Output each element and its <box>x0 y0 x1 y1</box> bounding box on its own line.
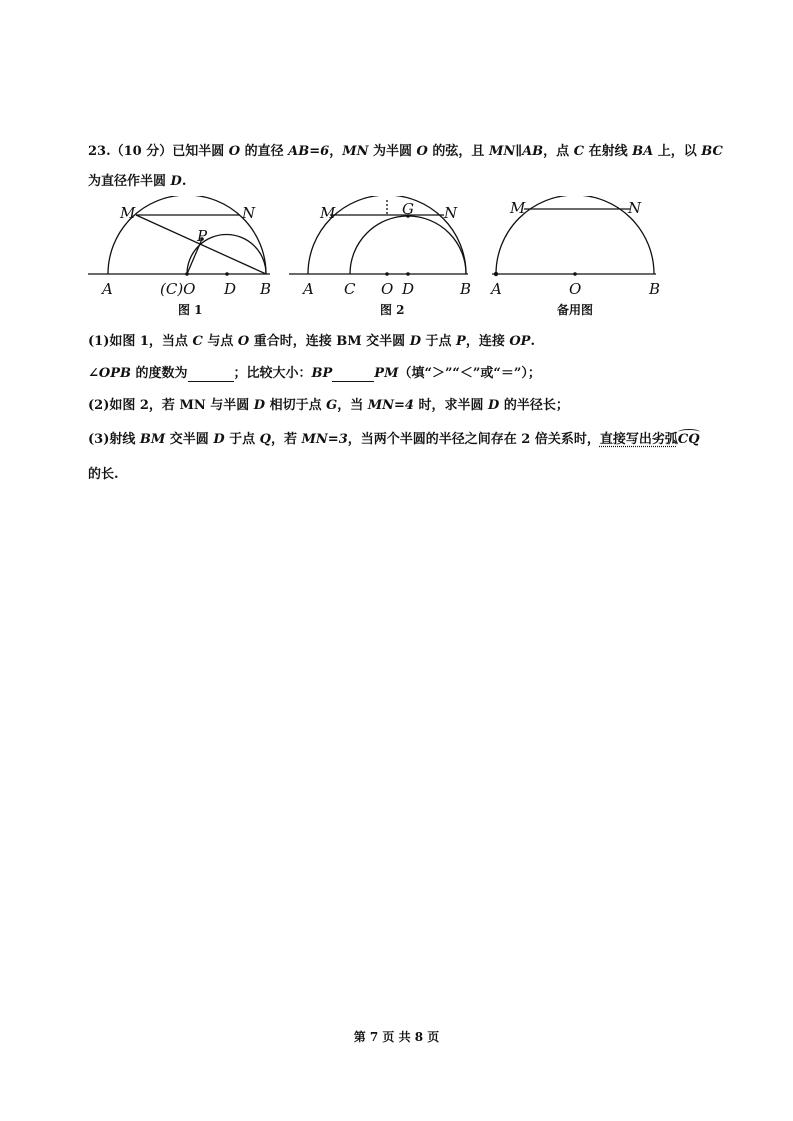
fig1-label-p: P <box>197 227 208 245</box>
part1-text: 与点 <box>202 334 238 349</box>
answer-blank-angle[interactable] <box>188 366 234 382</box>
math-expr: AB=6 <box>288 144 330 159</box>
part2-text: 时，求半圆 <box>413 398 489 413</box>
fig2-label-m: M <box>320 204 336 222</box>
math-var: MN <box>342 144 369 159</box>
part1-line1 <box>88 330 535 349</box>
part1-text: ，连接 <box>465 334 510 349</box>
part1-text: 的度数为 <box>130 366 188 381</box>
fig2-label-n: N <box>444 204 458 222</box>
stem-text: ， <box>329 144 343 159</box>
stem-text: 为半圆 <box>368 144 417 159</box>
page-footer: 第 7 页 共 8 页 <box>353 1030 440 1044</box>
math-var: D <box>213 432 225 447</box>
fig1-label-d: D <box>224 280 237 298</box>
math-var: BA <box>632 144 654 159</box>
fig1-label-n: N <box>242 204 256 222</box>
fig1-caption: 图 1 <box>178 303 203 317</box>
part3-text: (3)射线 <box>88 432 140 447</box>
fig1-label-co: (C)O <box>160 280 196 298</box>
part1-text: . <box>530 334 535 349</box>
math-expr: MN=3 <box>301 432 348 447</box>
part2-line <box>88 394 569 413</box>
fig1-label-m: M <box>120 204 136 222</box>
part1-text: 于点 <box>420 334 457 349</box>
math-var: O <box>237 334 250 349</box>
stem-text: 为直径作半圆 <box>88 174 171 189</box>
stem-text: 在射线 <box>584 144 633 159</box>
fig3-point-a <box>494 272 498 276</box>
fig1-point-o <box>185 272 189 276</box>
stem-text: 的弦，且 <box>427 144 489 159</box>
fig1-label-a: A <box>102 280 113 298</box>
math-var: D <box>170 174 182 189</box>
fig3-label-o: O <box>569 280 582 298</box>
math-var: BM <box>139 432 166 447</box>
part3-text: 的长. <box>88 467 119 482</box>
stem-text: 的直径 <box>240 144 289 159</box>
math-expr: MN=4 <box>367 398 414 413</box>
fig3-label-b: B <box>649 280 661 298</box>
fig3-caption: 备用图 <box>557 303 594 317</box>
problem-points: （10 分） <box>110 144 173 159</box>
part3-emphasis-text: 直接写出劣弧 <box>599 432 678 447</box>
fig2-label-g: G <box>402 200 414 218</box>
fig2-caption: 图 2 <box>380 303 405 317</box>
fig2-label-c: C <box>344 280 356 298</box>
arc-cq: CQ <box>677 432 700 447</box>
math-var: C <box>573 144 585 159</box>
problem-number: 23. <box>88 144 111 159</box>
math-var: C <box>192 334 203 349</box>
part1-text: ；比较大小： <box>233 366 312 381</box>
math-var: BP <box>311 366 333 381</box>
part3-text: 于点 <box>224 432 260 447</box>
part3-text: ，当两个半圆的半径之间存在 2 倍关系时， <box>347 432 600 447</box>
fig3-point-o <box>573 272 577 276</box>
part2-text: 相切于点 <box>265 398 327 413</box>
math-var: PM <box>374 366 399 381</box>
math-expr: MN∥AB <box>488 144 544 159</box>
fig2-label-a: A <box>303 280 314 298</box>
math-var: P <box>456 334 466 349</box>
part2-text: ，当 <box>337 398 368 413</box>
stem-text: 已知半圆 <box>172 144 229 159</box>
fig3-label-n: N <box>628 199 642 217</box>
part3-line2 <box>88 463 119 482</box>
fig2-point-o <box>385 272 389 276</box>
figures-area <box>84 196 676 326</box>
math-var: O <box>416 144 428 159</box>
part3-line1 <box>88 428 700 447</box>
answer-blank-compare[interactable] <box>332 366 374 382</box>
stem-text: . <box>181 174 187 189</box>
fig3-label-a: A <box>491 280 502 298</box>
fig2-point-d <box>406 272 410 276</box>
part1-text: (1)如图 1，当点 <box>88 334 193 349</box>
math-var: BC <box>701 144 723 159</box>
math-var: O <box>228 144 241 159</box>
angle-opb: ∠OPB <box>88 366 131 381</box>
math-var: OP <box>509 334 531 349</box>
math-var: G <box>326 398 338 413</box>
fig3-label-m: M <box>510 199 526 217</box>
fig2-label-b: B <box>460 280 472 298</box>
part3-text: ，若 <box>271 432 302 447</box>
part1-line2 <box>88 362 541 382</box>
part2-text: 的半径长； <box>499 398 569 413</box>
fig2-label-d: D <box>402 280 415 298</box>
part1-text: （填“＞”“＜”或“＝”）； <box>398 366 541 381</box>
part1-text: 重合时，连接 BM 交半圆 <box>249 334 410 349</box>
fig2-label-o: O <box>381 280 394 298</box>
math-var: Q <box>259 432 271 447</box>
math-var: D <box>488 398 500 413</box>
problem-stem-line1 <box>88 140 723 159</box>
stem-text: ，点 <box>543 144 574 159</box>
part3-text: 交半圆 <box>165 432 214 447</box>
problem-stem-line2 <box>88 170 186 189</box>
fig1-label-b: B <box>260 280 272 298</box>
math-var: D <box>253 398 266 413</box>
stem-text: 上，以 <box>653 144 702 159</box>
part2-text: (2)如图 2，若 MN 与半圆 <box>88 398 254 413</box>
fig1-point-d <box>225 272 229 276</box>
math-var: D <box>409 334 421 349</box>
